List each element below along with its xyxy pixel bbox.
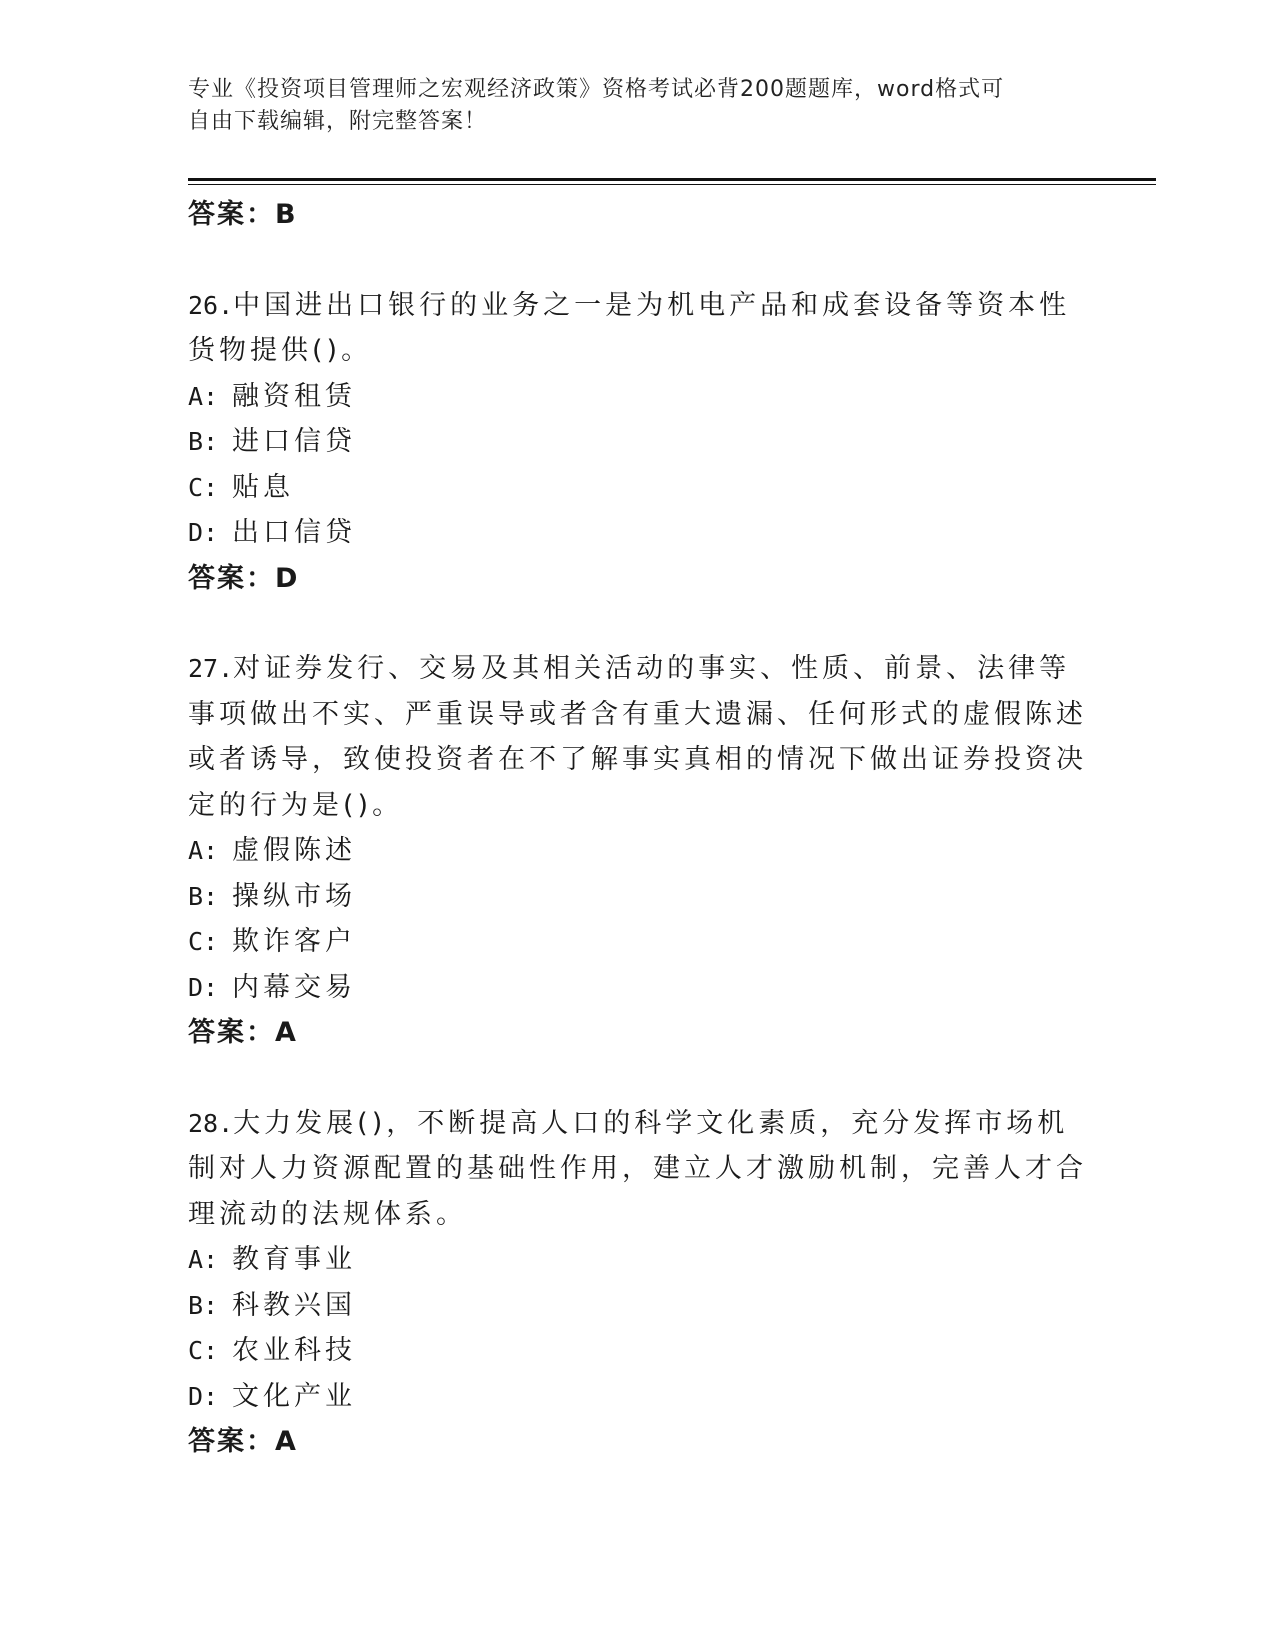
answer-25: 答案：B bbox=[188, 199, 298, 230]
question-26 bbox=[188, 283, 1088, 602]
option-c bbox=[188, 465, 1088, 511]
header-rule-thin bbox=[188, 184, 1156, 185]
option-letter: D: bbox=[188, 1381, 219, 1411]
option-text: 操纵市场 bbox=[232, 880, 356, 912]
option-text: 文化产业 bbox=[232, 1380, 356, 1412]
option-c bbox=[188, 1328, 1088, 1374]
option-text: 贴息 bbox=[232, 471, 294, 503]
option-text: 内幕交易 bbox=[232, 971, 356, 1003]
option-b bbox=[188, 874, 1088, 920]
option-letter: D: bbox=[188, 972, 219, 1002]
header-line-2: 自由下载编辑，附完整答案！ bbox=[188, 109, 488, 134]
question-text: 中国进出口银行的业务之一是为机电产品和成套设备等资本性货物提供()。 bbox=[188, 289, 1071, 366]
answer: 答案：D bbox=[188, 562, 300, 594]
option-text: 虚假陈述 bbox=[232, 835, 356, 866]
option-letter: B: bbox=[188, 1290, 219, 1320]
option-d bbox=[188, 510, 1088, 556]
question-stem bbox=[188, 646, 1088, 828]
question-stem bbox=[188, 283, 1088, 374]
option-text: 融资租赁 bbox=[232, 380, 356, 412]
option-text: 欺诈客户 bbox=[232, 926, 356, 957]
option-d bbox=[188, 965, 1088, 1011]
option-text: 科教兴国 bbox=[232, 1289, 356, 1321]
document-header bbox=[188, 74, 1088, 138]
question-27 bbox=[188, 646, 1088, 1056]
option-c bbox=[188, 919, 1088, 965]
question-number: 28. bbox=[188, 1108, 234, 1138]
question-list bbox=[188, 192, 1088, 1510]
option-letter: D: bbox=[188, 518, 219, 547]
option-a bbox=[188, 374, 1088, 420]
option-b bbox=[188, 1283, 1088, 1329]
option-letter: C: bbox=[188, 1336, 219, 1365]
option-letter: C: bbox=[188, 927, 219, 956]
question-text: 大力发展()，不断提高人口的科学文化素质，充分发挥市场机制对人力资源配置的基础性作用，建立人才激励机制，完善人才合理流动的法规体系。 bbox=[188, 1107, 1087, 1230]
question-stem bbox=[188, 1101, 1088, 1238]
option-letter: A: bbox=[188, 836, 219, 865]
option-b bbox=[188, 419, 1088, 465]
option-letter: A: bbox=[188, 1245, 219, 1274]
question-number: 26. bbox=[188, 290, 234, 320]
answer: 答案：A bbox=[188, 1426, 298, 1457]
question-28 bbox=[188, 1101, 1088, 1465]
option-text: 出口信贷 bbox=[232, 517, 356, 548]
option-text: 教育事业 bbox=[232, 1244, 356, 1275]
header-rule-thick bbox=[188, 178, 1156, 181]
option-text: 农业科技 bbox=[232, 1335, 356, 1366]
option-a bbox=[188, 828, 1088, 874]
option-text: 进口信贷 bbox=[232, 426, 356, 457]
option-a bbox=[188, 1237, 1088, 1283]
answer: 答案：A bbox=[188, 1017, 298, 1048]
option-d bbox=[188, 1374, 1088, 1420]
header-line-1: 专业《投资项目管理师之宏观经济政策》资格考试必背200题题库，word格式可 bbox=[188, 77, 1005, 102]
question-number: 27. bbox=[188, 654, 234, 683]
option-letter: A: bbox=[188, 381, 219, 411]
option-letter: B: bbox=[188, 427, 219, 456]
option-letter: C: bbox=[188, 472, 219, 502]
question-text: 对证券发行、交易及其相关活动的事实、性质、前景、法律等事项做出不实、严重误导或者含有重大遗漏、任何形式的虚假陈述或者诱导，致使投资者在不了解事实真相的情况下做出证券投资决定的行为是()。 bbox=[188, 653, 1087, 821]
option-letter: B: bbox=[188, 881, 219, 911]
